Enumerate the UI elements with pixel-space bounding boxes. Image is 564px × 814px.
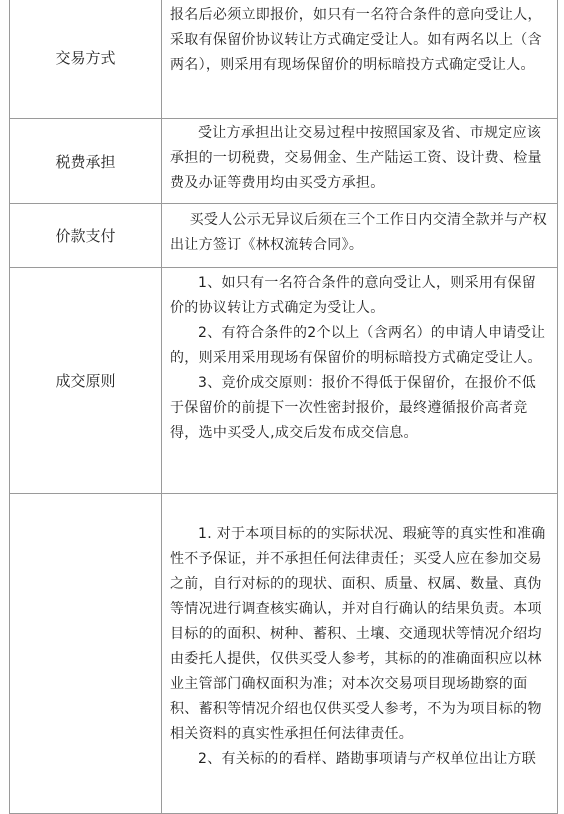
- row-content-notes: [162, 494, 558, 814]
- content-paragraph: 3、竞价成交原则：报价不得低于保留价，在报价不低于保留价的前提下一次性密封报价，最终遵循报价高者竞得，选中买受人,成交后发布成交信息。: [170, 375, 537, 441]
- table-row: [10, 494, 558, 814]
- content-paragraph: 1. 对于本项目标的的实际状况、瑕疵等的真实性和准确性不予保证，并不承担任何法律责任；买受人应在参加交易之前，自行对标的的现状、面积、质量、权属、数量、真伪等情况进行调查核实确认，并对自行确认的结果负责。本项目标的的面积、树种、蓄积、土壤、交通现状等情况介绍均由委托人提供，仅供买受人参考，其标的的准确面积应以林业主管部门确权面积为准；对本次交易项目现场勘察的面积、蓄积等情况介绍也仅供买受人参考，不为为项目标的物相关资料的真实性承担任何法律责任。: [170, 526, 546, 742]
- row-content-transaction-method: [162, 0, 558, 119]
- row-content-deal-principle: [162, 268, 558, 494]
- row-content-payment: [162, 204, 558, 268]
- content-paragraph: 买受人公示无异议后须在三个工作日内交清全款并与产权出让方签订《林权流转合同》。: [170, 212, 548, 253]
- table-row: [10, 119, 558, 204]
- table-row: [10, 204, 558, 268]
- content-paragraph: 1、如只有一名符合条件的意向受让人，则采用有保留价的协议转让方式确定为受让人。: [170, 275, 537, 316]
- row-label-tax-fees: 税费承担: [10, 119, 162, 204]
- table-row: [10, 0, 558, 119]
- table-row: [10, 268, 558, 494]
- content-paragraph: 报名后必须立即报价，如只有一名符合条件的意向受让人，采取有保留价协议转让方式确定受让人。如有两名以上（含两名），则采用有现场保留价的明标暗投方式确定受让人。: [170, 7, 542, 73]
- content-paragraph: 受让方承担出让交易过程中按照国家及省、市规定应该承担的一切税费，交易佣金、生产陆运工资、设计费、检量费及办证等费用均由买受方承担。: [170, 125, 542, 191]
- row-label-empty: [10, 494, 162, 814]
- row-label-payment: 价款支付: [10, 204, 162, 268]
- row-content-tax-fees: [162, 119, 558, 204]
- content-paragraph: 2、有符合条件的2个以上（含两名）的申请人申请受让的，则采用采用现场有保留价的明标暗投方式确定受让人。: [170, 325, 546, 366]
- row-label-deal-principle: 成交原则: [10, 268, 162, 494]
- row-label-transaction-method: 交易方式: [10, 0, 162, 119]
- info-table: [9, 0, 558, 814]
- content-paragraph: 2、有关标的的看样、踏勘事项请与产权单位出让方联: [198, 751, 537, 767]
